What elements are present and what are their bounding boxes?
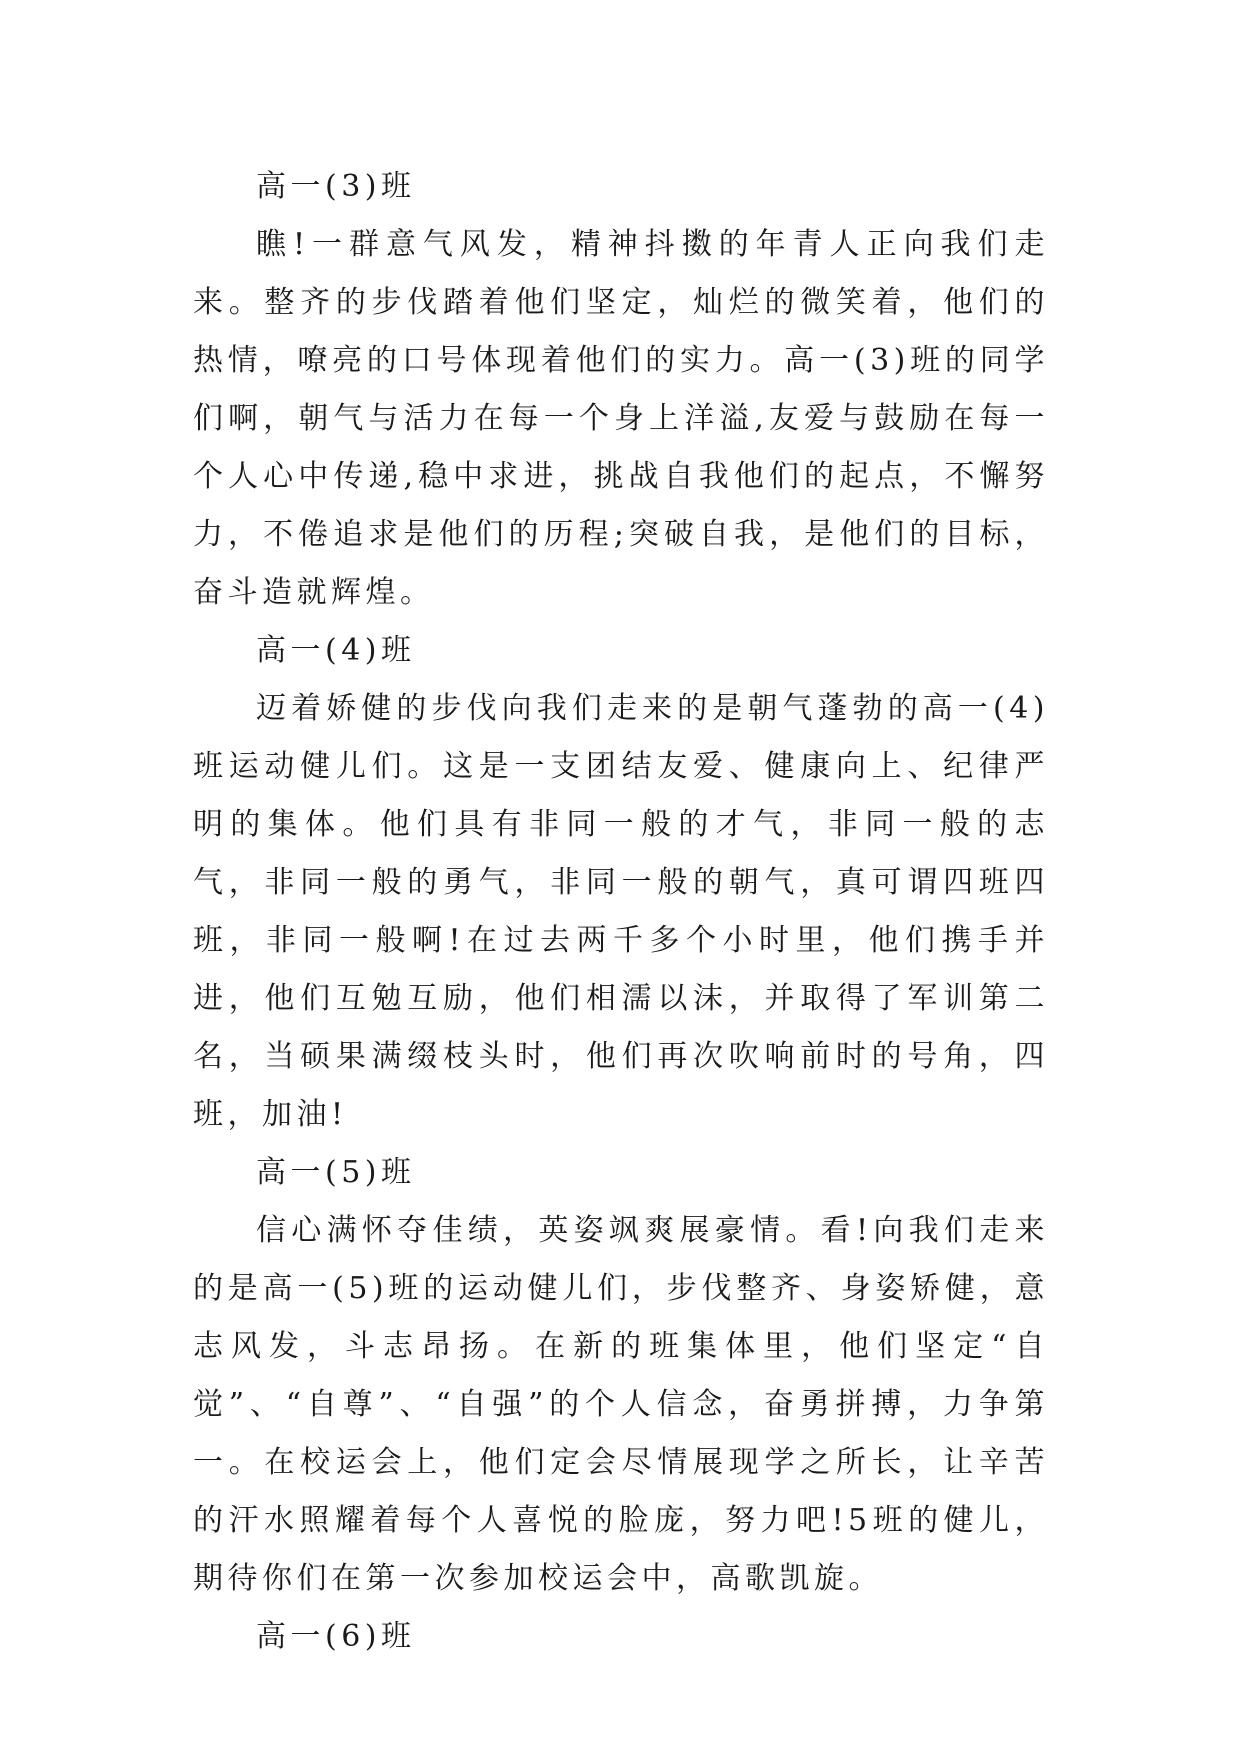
section-heading: 高一(6)班 xyxy=(256,1619,416,1654)
section-heading: 高一(5)班 xyxy=(256,1155,416,1190)
section-paragraph: 迈着娇健的步伐向我们走来的是朝气蓬勃的高一(4)班运动健儿们。这是一支团结友爱、健康向上、纪律严明的集体。他们具有非同一般的才气，非同一般的志气，非同一般的勇气，非同一般的朝气，真可谓四班四班，非同一般啊!在过去两千多个小时里，他们携手并进，他们互勉互励，他们相濡以沫，并取得了军训第二名，当硕果满缀枝头时，他们再次吹响前时的号角，四班，加油! xyxy=(193,691,1049,1132)
section-paragraph: 瞧!一群意气风发，精神抖擞的年青人正向我们走来。整齐的步伐踏着他们坚定，灿烂的微笑着，他们的热情，嘹亮的口号体现着他们的实力。高一(3)班的同学们啊，朝气与活力在每一个身上洋溢,友爱与鼓励在每一个人心中传递,稳中求进，挑战自我他们的起点，不懈努力，不倦追求是他们的历程;突破自我，是他们的目标，奋斗造就辉煌。 xyxy=(193,227,1049,610)
section-heading: 高一(3)班 xyxy=(256,169,416,204)
section-paragraph: 信心满怀夺佳绩，英姿飒爽展豪情。看!向我们走来的是高一(5)班的运动健儿们，步伐整齐、身姿矫健，意志风发，斗志昂扬。在新的班集体里，他们坚定“自觉”、“自尊”、“自强”的个人信念，奋勇拼搏，力争第一。在校运会上，他们定会尽情展现学之所长，让辛苦的汗水照耀着每个人喜悦的脸庞，努力吧!5班的健儿，期待你们在第一次参加校运会中，高歌凯旋。 xyxy=(193,1213,1049,1596)
section-heading: 高一(4)班 xyxy=(256,633,416,668)
document-body xyxy=(193,158,1049,1666)
